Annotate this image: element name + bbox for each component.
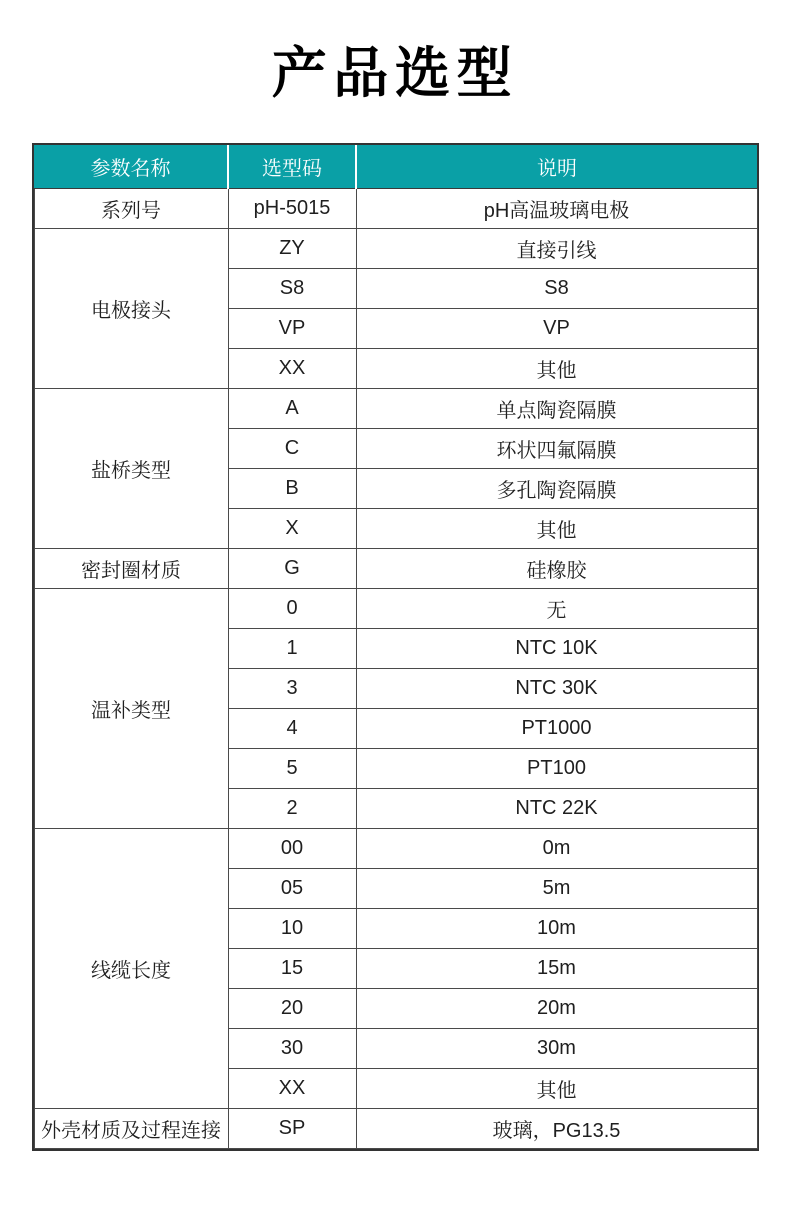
description-cell: 多孔陶瓷隔膜	[356, 468, 757, 508]
description-cell: 0m	[356, 828, 757, 868]
table-body	[34, 188, 757, 1148]
selection-code-cell: B	[228, 468, 356, 508]
description-cell: NTC 10K	[356, 628, 757, 668]
description-cell: 环状四氟隔膜	[356, 428, 757, 468]
description-cell: 其他	[356, 1068, 757, 1108]
description-cell: 其他	[356, 348, 757, 388]
selection-code-cell: S8	[228, 268, 356, 308]
description-cell: 30m	[356, 1028, 757, 1068]
col-header-selection-code: 选型码	[228, 145, 356, 188]
product-selection-table	[34, 145, 758, 1149]
description-cell: 直接引线	[356, 228, 757, 268]
description-cell: VP	[356, 308, 757, 348]
description-cell: 5m	[356, 868, 757, 908]
param-name-cell: 盐桥类型	[34, 388, 228, 548]
description-cell: pH高温玻璃电极	[356, 188, 757, 228]
selection-code-cell: XX	[228, 1068, 356, 1108]
selection-code-cell: 1	[228, 628, 356, 668]
param-name-cell: 电极接头	[34, 228, 228, 388]
description-cell: S8	[356, 268, 757, 308]
description-cell: 其他	[356, 508, 757, 548]
description-cell: 无	[356, 588, 757, 628]
product-selection-table-wrapper	[32, 143, 759, 1151]
selection-code-cell: 00	[228, 828, 356, 868]
table-row	[34, 548, 757, 588]
selection-code-cell: 20	[228, 988, 356, 1028]
description-cell: 玻璃，PG13.5	[356, 1108, 757, 1148]
selection-code-cell: ZY	[228, 228, 356, 268]
description-cell: 20m	[356, 988, 757, 1028]
description-cell: PT100	[356, 748, 757, 788]
selection-code-cell: 30	[228, 1028, 356, 1068]
description-cell: NTC 30K	[356, 668, 757, 708]
selection-code-cell: C	[228, 428, 356, 468]
param-name-cell: 系列号	[34, 188, 228, 228]
description-cell: PT1000	[356, 708, 757, 748]
table-row	[34, 188, 757, 228]
selection-code-cell: SP	[228, 1108, 356, 1148]
selection-code-cell: VP	[228, 308, 356, 348]
table-row	[34, 388, 757, 428]
col-header-param-name: 参数名称	[34, 145, 228, 188]
description-cell: 硅橡胶	[356, 548, 757, 588]
param-name-cell: 温补类型	[34, 588, 228, 828]
selection-code-cell: 4	[228, 708, 356, 748]
col-header-description: 说明	[356, 145, 757, 188]
table-row	[34, 228, 757, 268]
selection-code-cell: X	[228, 508, 356, 548]
selection-code-cell: XX	[228, 348, 356, 388]
description-cell: 单点陶瓷隔膜	[356, 388, 757, 428]
description-cell: NTC 22K	[356, 788, 757, 828]
selection-code-cell: 5	[228, 748, 356, 788]
selection-code-cell: 15	[228, 948, 356, 988]
table-row	[34, 1108, 757, 1148]
selection-code-cell: pH-5015	[228, 188, 356, 228]
table-header-row	[34, 145, 757, 188]
selection-code-cell: A	[228, 388, 356, 428]
description-cell: 15m	[356, 948, 757, 988]
table-row	[34, 588, 757, 628]
param-name-cell: 外壳材质及过程连接	[34, 1108, 228, 1148]
selection-code-cell: 05	[228, 868, 356, 908]
param-name-cell: 线缆长度	[34, 828, 228, 1108]
selection-code-cell: 2	[228, 788, 356, 828]
selection-code-cell: 3	[228, 668, 356, 708]
param-name-cell: 密封圈材质	[34, 548, 228, 588]
selection-code-cell: 0	[228, 588, 356, 628]
selection-code-cell: 10	[228, 908, 356, 948]
description-cell: 10m	[356, 908, 757, 948]
table-header	[34, 145, 757, 188]
page-title: 产品选型	[271, 42, 519, 104]
selection-code-cell: G	[228, 548, 356, 588]
table-row	[34, 828, 757, 868]
